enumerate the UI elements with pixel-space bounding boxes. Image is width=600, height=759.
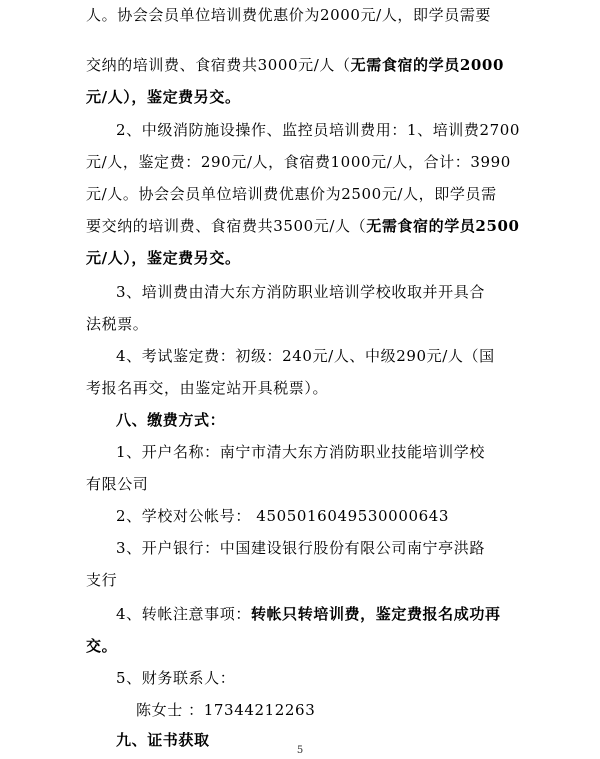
text-line: 元/人），鉴定费另交。 — [86, 249, 241, 267]
text-line: 5、财务联系人： — [116, 669, 236, 687]
text-line: 元/人，鉴定费：290元/人，食宿费1000元/人，合计：3990 — [86, 153, 511, 171]
page-number: 5 — [296, 745, 304, 756]
text-line: 4、考试鉴定费：初级：240元/人、中级290元/人（国 — [116, 347, 495, 365]
section-heading: 八、缴费方式： — [116, 411, 226, 429]
text-line: 元/人），鉴定费另交。 — [86, 88, 241, 106]
text-line: 考报名再交，由鉴定站开具税票）。 — [86, 379, 329, 397]
contact-line: 陈女士 ：17344212263 — [136, 701, 316, 719]
text-line: 支行 — [86, 571, 118, 589]
text-line: 交。 — [86, 637, 118, 655]
text-line: 法税票。 — [86, 315, 149, 333]
text-line: 2、学校对公帐号： 4505016049530000643 — [116, 507, 450, 525]
text-line: 4、转帐注意事项：转帐只转培训费，鉴定费报名成功再 — [116, 605, 501, 623]
text-line: 有限公司 — [86, 475, 149, 493]
text-line: 人。协会会员单位培训费优惠价为2000元/人，即学员需要 — [86, 6, 492, 24]
text-line: 3、开户银行：中国建设银行股份有限公司南宁亭洪路 — [116, 539, 485, 557]
text-line: 交纳的培训费、食宿费共3000元/人（无需食宿的学员2000 — [86, 56, 504, 74]
text-line: 3、培训费由清大东方消防职业培训学校收取并开具合 — [116, 283, 485, 301]
text-line: 要交纳的培训费、食宿费共3500元/人（无需食宿的学员2500 — [86, 217, 520, 235]
section-heading: 九、证书获取 — [116, 731, 210, 749]
text-line: 元/人。协会会员单位培训费优惠价为2500元/人，即学员需 — [86, 185, 497, 203]
text-line: 2、中级消防施设操作、监控员培训费用：1、培训费2700 — [116, 121, 521, 139]
text-line: 1、开户名称：南宁市清大东方消防职业技能培训学校 — [116, 443, 485, 461]
